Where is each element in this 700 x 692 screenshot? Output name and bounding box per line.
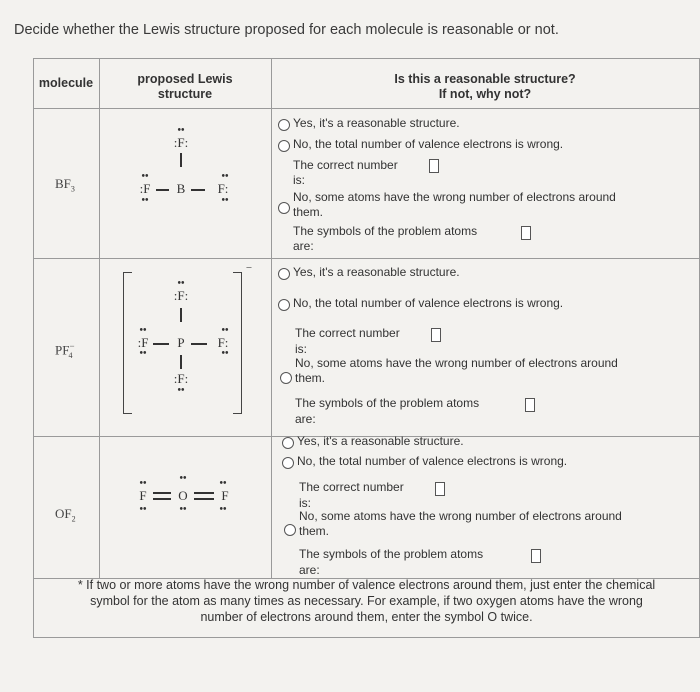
double-bond-right-a [194,492,214,494]
radio-yes[interactable] [282,437,294,449]
charge-sign: − [245,262,253,274]
lone-pair-dots: •• [179,473,187,484]
double-bond-left-b [153,498,171,500]
header-proposed [99,72,271,102]
option-wrong-total-label: No, the total number of valence electrons is wrong. [293,296,564,310]
lone-pair-dots: •• [221,171,229,182]
symbols-label: The symbols of the problem atoms [299,547,484,561]
radio-wrong-atoms[interactable] [278,202,290,214]
lone-pair-dots: •• [141,171,149,182]
formula-subscript: 4 [68,350,73,360]
lone-pair-dots: •• [177,278,185,289]
radio-wrong-total[interactable] [278,299,290,311]
lewis-structure-bf3 [99,108,271,258]
atom-left: :F [139,181,151,196]
bond-right [191,343,207,345]
atom-left: :F [137,335,149,350]
option-wrong-atoms-label: No, some atoms have the wrong number of electrons around [295,356,618,370]
option-wrong-atoms-label-2: them. [299,524,330,538]
bracket-right [233,272,242,414]
symbols-input[interactable] [521,226,531,240]
double-bond-left-a [153,492,171,494]
atom-center: B [176,181,186,196]
radio-wrong-total[interactable] [282,457,294,469]
atom-center: O [178,488,188,503]
lone-pair-dots: •• [219,504,227,515]
lewis-structure-pf4 [99,258,271,436]
formula-subscript: 2 [71,514,76,524]
atom-right: F [221,488,229,503]
option-wrong-total-label: No, the total number of valence electrons is wrong. [297,454,568,468]
lone-pair-dots: •• [219,478,227,489]
question-text: Decide whether the Lewis structure proposed for each molecule is reasonable or not. [14,22,559,38]
footnote-line2: symbol for the atom as many times as necessary. For example, if two oxygen atoms have the wrong [90,594,643,608]
symbols-input[interactable] [525,398,535,412]
table-border-bottom [33,637,700,638]
lone-pair-dots: •• [139,348,147,359]
molecule-pf4 [55,341,73,360]
header-answer-line1: Is this a reasonable structure? [394,72,576,86]
symbols-label-2: are: [295,412,316,426]
radio-wrong-atoms[interactable] [280,372,292,384]
molecule-bf3 [55,176,75,194]
formula-text: BF [55,176,71,191]
molecule-of2 [55,506,76,524]
atom-right: F: [217,181,229,196]
symbols-label: The symbols of the problem atoms [293,224,478,238]
bond-top [180,153,182,167]
footnote [33,577,700,625]
header-answer-line2: If not, why not? [438,87,532,101]
radio-wrong-atoms[interactable] [284,524,296,536]
lone-pair-dots: •• [221,348,229,359]
correct-number-label-2: is: [293,173,305,187]
correct-number-label-2: is: [299,496,311,510]
option-wrong-atoms-label-2: them. [293,205,324,219]
correct-number-label-2: is: [295,342,307,356]
table-border-left [33,58,34,638]
lone-pair-dots: •• [141,195,149,206]
formula-text: PF [55,342,70,358]
correct-number-input[interactable] [435,482,445,496]
radio-yes[interactable] [278,119,290,131]
option-wrong-total-label: No, the total number of valence electrons is wrong. [293,137,564,151]
lone-pair-dots: •• [139,478,147,489]
option-wrong-atoms-label-2: them. [295,371,326,385]
option-wrong-atoms-label: No, some atoms have the wrong number of electrons around [299,509,622,523]
atom-top: :F: [173,135,189,150]
lone-pair-dots: •• [177,125,185,136]
footnote-line1: * If two or more atoms have the wrong number of valence electrons around them, just enter the chemical [77,578,656,592]
symbols-label: The symbols of the problem atoms [295,396,480,410]
radio-wrong-total[interactable] [278,140,290,152]
formula-text: OF [55,506,72,521]
symbols-input[interactable] [531,549,541,563]
atom-center: P [177,335,185,350]
bond-right [191,189,205,191]
option-yes-label: Yes, it's a reasonable structure. [293,116,460,130]
atom-top: :F: [173,288,189,303]
bracket-left [123,272,132,414]
bond-bottom [180,355,182,369]
atom-right: F: [217,335,229,350]
header-proposed-line2: structure [157,87,213,101]
header-answer [271,72,699,102]
double-bond-right-b [194,498,214,500]
lone-pair-dots: •• [139,325,147,336]
formula-superscript: − [69,341,75,351]
symbols-label-2: are: [299,563,320,577]
radio-yes[interactable] [278,268,290,280]
footnote-line3: number of electrons around them, enter the symbol O twice. [200,610,533,624]
symbols-label-2: are: [293,239,314,253]
correct-number-label: The correct number [295,326,400,340]
lone-pair-dots: •• [179,504,187,515]
header-proposed-line1: proposed Lewis [137,72,233,86]
correct-number-label: The correct number [299,480,404,494]
lewis-structure-of2 [99,436,271,578]
atom-bottom: :F: [173,371,189,386]
header-molecule: molecule [38,76,94,90]
option-wrong-atoms-label: No, some atoms have the wrong number of electrons around [293,190,616,204]
option-yes-label: Yes, it's a reasonable structure. [293,265,460,279]
correct-number-input[interactable] [429,159,439,173]
lewis-table [33,58,700,638]
option-yes-label: Yes, it's a reasonable structure. [297,434,464,448]
lone-pair-dots: •• [221,325,229,336]
formula-subscript: 3 [70,184,75,194]
lone-pair-dots: •• [139,504,147,515]
bond-left [156,189,169,191]
column-divider-2 [271,58,272,578]
atom-left: F [139,488,147,503]
bond-top [180,308,182,322]
bond-left [153,343,169,345]
correct-number-input[interactable] [431,328,441,342]
table-border-top [33,58,700,59]
correct-number-label: The correct number [293,158,398,172]
lone-pair-dots: •• [221,195,229,206]
lone-pair-dots: •• [177,385,185,396]
